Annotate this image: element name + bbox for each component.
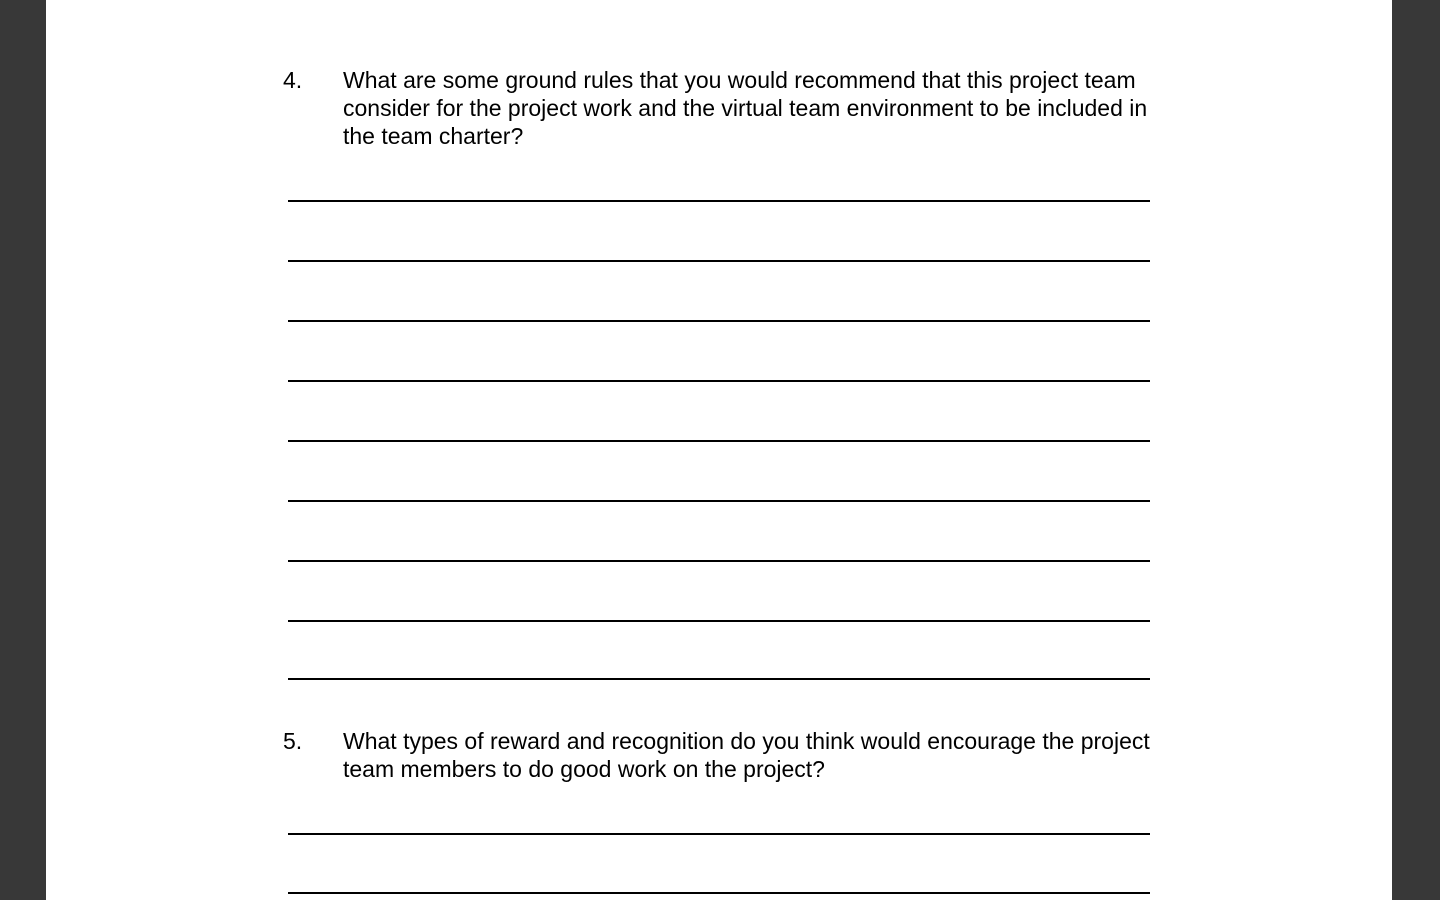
question-number: 5. — [283, 728, 303, 754]
answer-line[interactable] — [288, 380, 1150, 382]
answer-line[interactable] — [288, 892, 1150, 894]
answer-line[interactable] — [288, 560, 1150, 562]
answer-line[interactable] — [288, 678, 1150, 680]
answer-line[interactable] — [288, 620, 1150, 622]
question-number: 4. — [283, 67, 303, 93]
question-5 — [283, 727, 1163, 787]
question-text: What are some ground rules that you would recommend that this project team consider for the project work and the virtual team environment to be included in the team charter? — [343, 67, 1148, 149]
answer-line[interactable] — [288, 833, 1150, 835]
answer-line[interactable] — [288, 320, 1150, 322]
document-page — [46, 0, 1392, 900]
answer-line[interactable] — [288, 440, 1150, 442]
question-4 — [283, 66, 1163, 156]
answer-line[interactable] — [288, 260, 1150, 262]
answer-line[interactable] — [288, 500, 1150, 502]
answer-line[interactable] — [288, 200, 1150, 202]
question-text: What types of reward and recognition do you think would encourage the project team members to do good work on the project? — [343, 728, 1150, 782]
